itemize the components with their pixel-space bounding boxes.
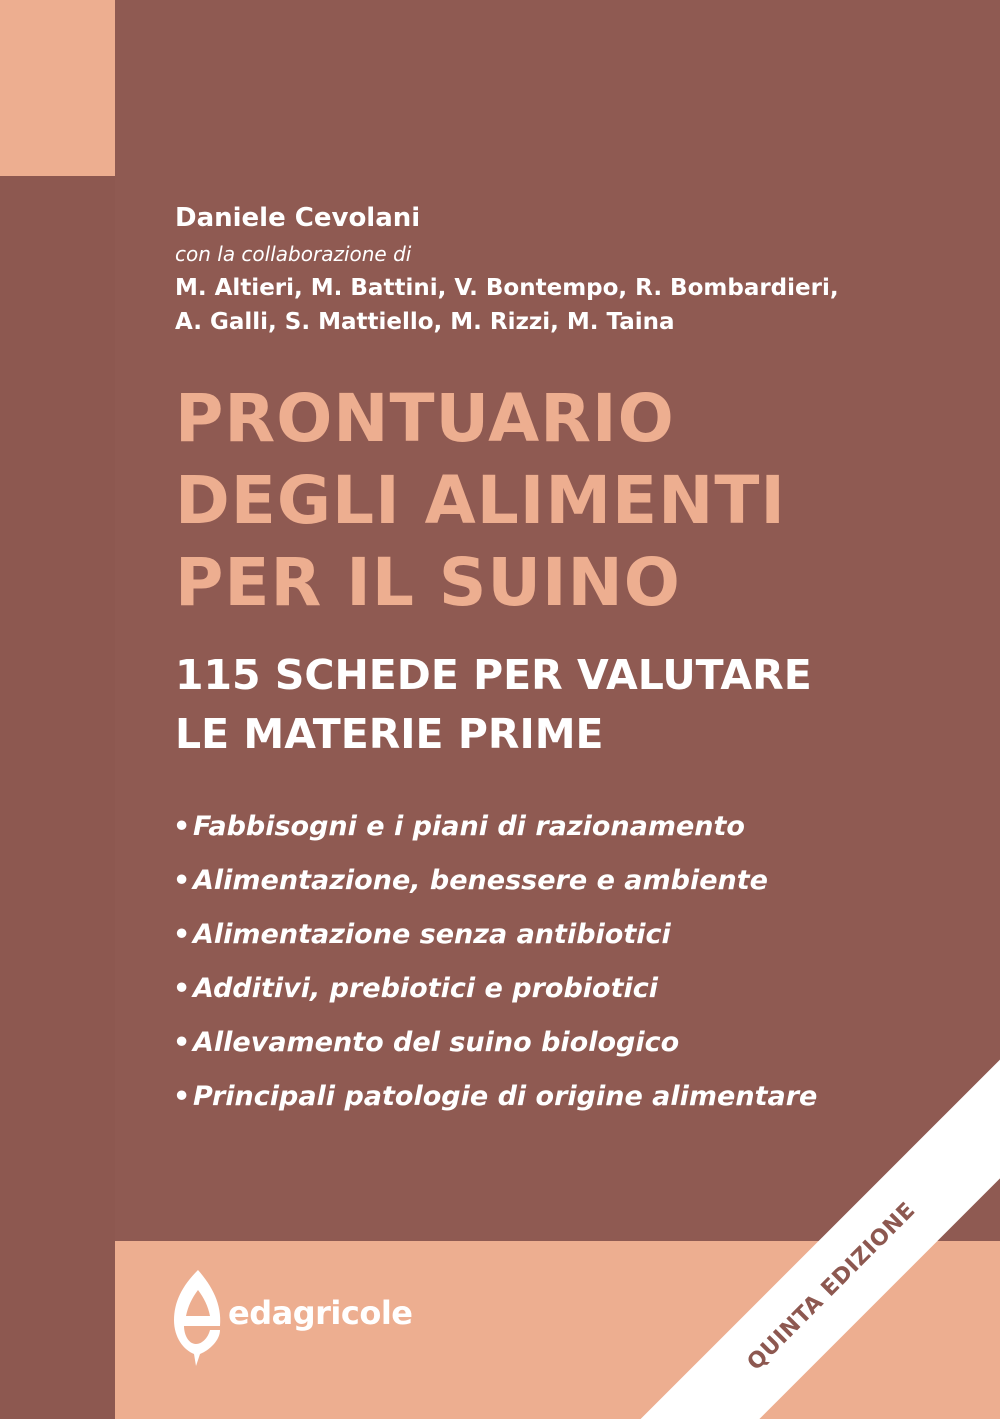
list-item-label: Fabbisogni e i piani di razionamento [193, 811, 745, 842]
list-item [173, 967, 817, 1021]
topics-list [173, 805, 817, 1129]
title-line: PER IL SUINO [175, 544, 681, 621]
list-item [173, 1021, 817, 1075]
book-subtitle [175, 646, 812, 764]
edagricole-e-leaf-icon [170, 1268, 226, 1368]
author-name: Daniele Cevolani [175, 203, 421, 233]
subtitle-line: 115 SCHEDE PER VALUTARE [175, 651, 812, 699]
collaboration-intro: con la collaborazione di [175, 242, 412, 266]
bullet-icon: • [173, 1081, 191, 1112]
title-line: PRONTUARIO [175, 380, 675, 457]
list-item [173, 913, 817, 967]
top-left-accent-block [0, 0, 115, 176]
publisher-name: edagricole [228, 1294, 413, 1332]
list-item [173, 1075, 817, 1129]
bullet-icon: • [173, 973, 191, 1004]
left-margin-strip [0, 0, 115, 1419]
title-line: DEGLI ALIMENTI [175, 462, 786, 539]
bullet-icon: • [173, 919, 191, 950]
collaborators-line: A. Galli, S. Mattiello, M. Rizzi, M. Taina [175, 309, 675, 335]
list-item [173, 805, 817, 859]
list-item-label: Principali patologie di origine alimentare [193, 1081, 818, 1112]
bullet-icon: • [173, 1027, 191, 1058]
bullet-icon: • [173, 811, 191, 842]
edition-label: QUINTA EDIZIONE [742, 1197, 921, 1376]
list-item-label: Alimentazione senza antibiotici [193, 919, 671, 950]
subtitle-line: LE MATERIE PRIME [175, 710, 604, 758]
collaborators [175, 271, 839, 339]
publisher-logo [170, 1268, 420, 1368]
list-item [173, 859, 817, 913]
collaborators-line: M. Altieri, M. Battini, V. Bontempo, R. Bombardieri, [175, 275, 839, 301]
list-item-label: Alimentazione, benessere e ambiente [193, 865, 768, 896]
bullet-icon: • [173, 865, 191, 896]
list-item-label: Allevamento del suino biologico [193, 1027, 680, 1058]
book-title [175, 378, 786, 624]
list-item-label: Additivi, prebiotici e probiotici [193, 973, 659, 1004]
